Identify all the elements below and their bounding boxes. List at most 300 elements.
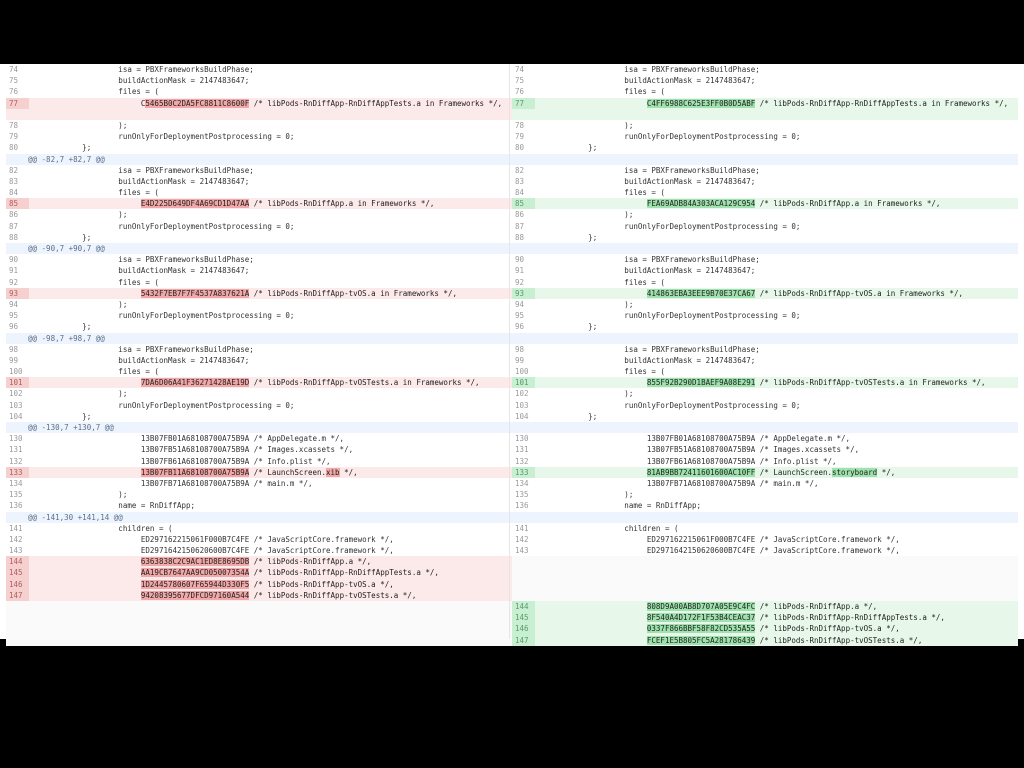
line-number: 144 [512, 601, 535, 612]
diff-line [512, 388, 1018, 399]
code-text [28, 209, 512, 220]
changed-token: 94208395677DFCD97160A544 [140, 590, 250, 600]
line-number: 94 [9, 299, 19, 309]
code-segment: children = ( [534, 523, 679, 533]
diff-line [6, 444, 512, 455]
hunk-header-spacer [512, 154, 1018, 165]
diff-line [6, 366, 512, 377]
code-text [28, 86, 512, 97]
code-text [534, 489, 1018, 500]
code-segment: isa = PBXFrameworksBuildPhase; [534, 65, 760, 74]
diff-line [6, 500, 512, 511]
code-segment: /* libPods-RnDiffApp-tvOSTests.a in Frameworks */, [249, 378, 480, 388]
code-text [28, 321, 512, 332]
right-pane-new [512, 64, 1018, 645]
code-text [28, 400, 512, 411]
code-text [534, 500, 1018, 511]
code-segment: isa = PBXFrameworksBuildPhase; [534, 344, 760, 354]
diff-line [512, 635, 1018, 646]
line-number: 76 [9, 87, 19, 97]
code-text [534, 209, 1018, 220]
line-number: 135 [9, 490, 23, 500]
code-segment: 13B07FB71A68108700A75B9A /* main.m */, [28, 478, 313, 488]
diff-line [512, 545, 1018, 556]
code-segment: ED2971642150620600B7C4FE /* JavaScriptCore.framework */, [28, 546, 394, 556]
changed-token: 6363838C2C9AC1ED8E8695DB [140, 557, 250, 567]
line-number: 93 [6, 288, 29, 299]
code-text [28, 221, 512, 232]
diff-line [6, 75, 512, 86]
code-segment: 13B07FB01A68108700A75B9A /* AppDelegate.m */, [28, 434, 345, 444]
code-segment: name = RnDiffApp; [28, 501, 196, 511]
line-number: 101 [512, 377, 535, 388]
code-segment: runOnlyForDeploymentPostprocessing = 0; [28, 400, 295, 410]
diff-line [6, 221, 512, 232]
diff-line [512, 433, 1018, 444]
code-text [534, 187, 1018, 198]
code-segment: ); [28, 299, 128, 309]
diff-line [6, 567, 512, 578]
changed-token: xib [326, 467, 340, 477]
code-segment [534, 199, 647, 208]
code-segment: buildActionMask = 2147483647; [534, 76, 756, 86]
diff-filler [6, 635, 512, 646]
code-segment: 13B07FB71A68108700A75B9A /* main.m */, [534, 478, 819, 488]
code-segment [534, 636, 647, 645]
diff-line [6, 545, 512, 556]
code-text [534, 299, 1018, 310]
code-text [28, 366, 512, 377]
diff-line [512, 221, 1018, 232]
code-segment: runOnlyForDeploymentPostprocessing = 0; [534, 311, 801, 321]
line-number: 143 [9, 546, 23, 556]
changed-token: 1D2445780607F65944D330F5 [140, 579, 250, 589]
line-number: 98 [9, 344, 19, 354]
code-segment: buildActionMask = 2147483647; [28, 76, 250, 86]
diff-filler [512, 590, 1018, 601]
code-text [28, 433, 512, 444]
line-number: 131 [9, 445, 23, 455]
code-text [28, 377, 512, 388]
line-number: 104 [9, 411, 23, 421]
code-segment: /* libPods-RnDiffApp-tvOS.a in Frameworks */, [755, 288, 963, 298]
changed-token: 855F92B290D1BAEF9A08E291 [646, 378, 756, 388]
line-number: 84 [515, 188, 525, 198]
line-number: 147 [512, 635, 535, 646]
code-text [534, 120, 1018, 131]
code-text [534, 232, 1018, 243]
diff-line [512, 411, 1018, 422]
changed-token: 414863EBA3EEE9B70E37CA67 [646, 288, 756, 298]
code-text [28, 534, 512, 545]
code-segment: /* libPods-RnDiffApp-tvOS.a */, [755, 624, 900, 634]
diff-line [512, 277, 1018, 288]
code-segment: buildActionMask = 2147483647; [28, 176, 250, 186]
line-number: 142 [515, 534, 529, 544]
line-number: 145 [512, 612, 535, 623]
code-segment: isa = PBXFrameworksBuildPhase; [28, 255, 254, 265]
line-number: 74 [9, 65, 19, 74]
line-number: 80 [9, 143, 19, 153]
changed-token: C4FF6988C625E3FF0B0D5ABF [646, 98, 756, 108]
code-segment: ED2971642150620600B7C4FE /* JavaScriptCore.framework */, [534, 546, 900, 556]
code-text [28, 232, 512, 243]
code-segment: 13B07FB51A68108700A75B9A /* Images.xcassets */, [534, 445, 860, 455]
code-segment: buildActionMask = 2147483647; [534, 355, 756, 365]
code-segment: ED297162215061F000B7C4FE /* JavaScriptCore.framework */, [28, 534, 394, 544]
code-text [534, 142, 1018, 153]
line-number: 83 [515, 176, 525, 186]
diff-line [512, 209, 1018, 220]
code-segment: ); [534, 299, 634, 309]
diff-line [512, 623, 1018, 634]
line-number: 93 [512, 288, 535, 299]
line-number: 77 [512, 98, 535, 109]
diff-line [6, 288, 512, 299]
line-number: 92 [9, 277, 19, 287]
diff-line [512, 612, 1018, 623]
line-number: 141 [515, 523, 529, 533]
code-segment: buildActionMask = 2147483647; [28, 355, 250, 365]
line-number: 130 [9, 434, 23, 444]
diff-line [512, 344, 1018, 355]
line-number: 102 [9, 389, 23, 399]
diff-line [6, 310, 512, 321]
line-number: 82 [515, 165, 525, 175]
line-number: 100 [515, 367, 529, 377]
diff-line [512, 366, 1018, 377]
code-segment: files = ( [534, 277, 665, 287]
diff-filler [512, 579, 1018, 590]
code-text [28, 500, 512, 511]
code-segment [28, 568, 141, 577]
diff-line [6, 321, 512, 332]
code-segment: isa = PBXFrameworksBuildPhase; [28, 165, 254, 175]
diff-line [6, 142, 512, 153]
code-text [534, 310, 1018, 321]
line-number: 99 [9, 355, 19, 365]
code-text [28, 523, 512, 534]
diff-line [512, 355, 1018, 366]
line-number: 133 [6, 467, 29, 478]
code-text [534, 277, 1018, 288]
diff-line [512, 131, 1018, 142]
line-number: 75 [515, 76, 525, 86]
changed-token: 8F540A4D172F1F53B4CEAC37 [646, 613, 756, 623]
line-number: 96 [515, 322, 525, 332]
line-number: 85 [6, 198, 29, 209]
diff-line [6, 232, 512, 243]
code-segment: buildActionMask = 2147483647; [534, 266, 756, 276]
code-segment: ); [534, 210, 634, 220]
code-text [28, 187, 512, 198]
line-number: 90 [9, 255, 19, 265]
diff-line [512, 98, 1018, 120]
code-segment: 13B07FB51A68108700A75B9A /* Images.xcassets */, [28, 445, 354, 455]
code-segment: }; [534, 322, 598, 332]
diff-line [6, 209, 512, 220]
line-number: 91 [9, 266, 19, 276]
diff-line [512, 265, 1018, 276]
line-number: 142 [9, 534, 23, 544]
code-segment: name = RnDiffApp; [534, 501, 702, 511]
diff-line [512, 523, 1018, 534]
line-number: 78 [9, 120, 19, 130]
line-number: 95 [9, 311, 19, 321]
line-number: 77 [6, 98, 29, 109]
diff-filler [512, 567, 1018, 578]
diff-line [6, 411, 512, 422]
changed-token: 5432F7EB7F7F4537A837621A [140, 288, 250, 298]
code-segment [28, 591, 141, 600]
code-segment: /* LaunchScreen. [249, 467, 327, 477]
changed-token: 0337F866BBF58F82CD535A55 [646, 624, 756, 634]
line-number: 146 [6, 579, 29, 590]
code-segment: ); [28, 389, 128, 399]
code-segment: }; [28, 411, 92, 421]
code-text [534, 411, 1018, 422]
hunk-header [6, 512, 512, 523]
code-segment: runOnlyForDeploymentPostprocessing = 0; [28, 311, 295, 321]
code-segment: /* LaunchScreen. [755, 467, 833, 477]
split-diff-view [0, 64, 1024, 645]
code-segment: files = ( [28, 277, 159, 287]
code-text [28, 478, 512, 489]
code-text [28, 579, 512, 590]
code-segment: */, [339, 467, 358, 477]
line-number: 132 [515, 456, 529, 466]
line-number: 86 [515, 210, 525, 220]
diff-line [512, 478, 1018, 489]
line-number: 83 [9, 176, 19, 186]
changed-token: storyboard [832, 467, 878, 477]
line-number: 92 [515, 277, 525, 287]
diff-line [6, 344, 512, 355]
line-number: 143 [515, 546, 529, 556]
code-segment [534, 468, 647, 477]
code-text [534, 545, 1018, 556]
code-segment: ); [28, 120, 128, 130]
diff-line [512, 534, 1018, 545]
code-segment: */, [877, 467, 896, 477]
line-number: 101 [6, 377, 29, 388]
code-text [534, 366, 1018, 377]
code-text [28, 411, 512, 422]
code-text [534, 355, 1018, 366]
diff-line [512, 187, 1018, 198]
code-segment: isa = PBXFrameworksBuildPhase; [534, 255, 760, 265]
line-number: 84 [9, 188, 19, 198]
line-number: 132 [9, 456, 23, 466]
code-segment: files = ( [534, 188, 665, 198]
hunk-header [6, 333, 512, 344]
diff-line [6, 456, 512, 467]
code-segment: /* libPods-RnDiffApp-tvOSTests.a */, [249, 590, 417, 600]
diff-line [512, 467, 1018, 478]
line-number: 131 [515, 445, 529, 455]
code-segment [534, 289, 647, 298]
diff-filler [6, 623, 512, 634]
code-text [28, 444, 512, 455]
changed-token: 808D9A00AB8D707A05E9C4FC [646, 602, 756, 612]
line-number: 87 [9, 221, 19, 231]
code-segment [534, 99, 647, 108]
code-text [534, 377, 1018, 388]
diff-line [512, 489, 1018, 500]
changed-token: 13B07FB11A68108700A75B9A [140, 467, 250, 477]
left-pane-old [6, 64, 512, 639]
diff-line [6, 579, 512, 590]
diff-line [6, 355, 512, 366]
line-number: 98 [515, 344, 525, 354]
code-text [534, 456, 1018, 467]
code-text [534, 601, 1018, 612]
diff-line [6, 165, 512, 176]
code-segment [534, 613, 647, 622]
code-segment: ); [28, 210, 128, 220]
code-text [28, 120, 512, 131]
hunk-header [6, 243, 512, 254]
code-text [534, 288, 1018, 299]
line-number: 86 [9, 210, 19, 220]
line-number: 95 [515, 311, 525, 321]
line-number: 136 [515, 501, 529, 511]
line-number: 88 [515, 232, 525, 242]
changed-token: E4D225D649DF4A69CD1D47AA [140, 199, 250, 209]
code-segment: runOnlyForDeploymentPostprocessing = 0; [28, 221, 295, 231]
code-text [534, 165, 1018, 176]
diff-line [512, 64, 1018, 75]
code-text [28, 64, 512, 75]
code-text [28, 489, 512, 500]
hunk-header-spacer [512, 333, 1018, 344]
diff-line [512, 500, 1018, 511]
diff-line [6, 254, 512, 265]
code-segment: }; [28, 143, 92, 153]
code-text [534, 198, 1018, 209]
line-number: 99 [515, 355, 525, 365]
code-segment: buildActionMask = 2147483647; [28, 266, 250, 276]
line-number: 134 [9, 478, 23, 488]
code-segment: /* libPods-RnDiffApp.a */, [755, 602, 878, 612]
diff-line [6, 86, 512, 97]
line-number: 80 [515, 143, 525, 153]
diff-line [6, 120, 512, 131]
code-text [534, 400, 1018, 411]
diff-line [512, 444, 1018, 455]
code-text [534, 344, 1018, 355]
code-segment: ); [534, 120, 634, 130]
code-segment: children = ( [28, 523, 173, 533]
diff-line [6, 265, 512, 276]
changed-token: 5465B0C2DA5FC8811C8600F [145, 98, 250, 108]
code-segment: files = ( [28, 87, 159, 97]
code-segment [28, 468, 141, 477]
code-text [28, 288, 512, 299]
code-segment: isa = PBXFrameworksBuildPhase; [28, 344, 254, 354]
code-text [534, 433, 1018, 444]
diff-line [6, 556, 512, 567]
line-number: 141 [9, 523, 23, 533]
diff-line [512, 86, 1018, 97]
code-text [28, 299, 512, 310]
line-number: 102 [515, 389, 529, 399]
code-text [28, 131, 512, 142]
diff-line [512, 299, 1018, 310]
code-segment [28, 289, 141, 298]
code-text [534, 444, 1018, 455]
code-segment: runOnlyForDeploymentPostprocessing = 0; [534, 221, 801, 231]
code-text [534, 98, 1018, 109]
code-text [28, 277, 512, 288]
code-text [28, 142, 512, 153]
code-text [28, 355, 512, 366]
diff-line [512, 254, 1018, 265]
diff-line [6, 98, 512, 120]
code-segment [28, 199, 141, 208]
line-number: 146 [512, 623, 535, 634]
code-segment [28, 378, 141, 387]
code-text [534, 612, 1018, 623]
code-text [534, 221, 1018, 232]
line-number: 96 [9, 322, 19, 332]
diff-line [512, 142, 1018, 153]
diff-line [512, 198, 1018, 209]
code-text [28, 344, 512, 355]
code-segment: /* libPods-RnDiffApp-tvOS.a */, [249, 579, 394, 589]
diff-line [512, 377, 1018, 388]
diff-line [6, 433, 512, 444]
line-number: 136 [9, 501, 23, 511]
diff-line [6, 534, 512, 545]
diff-line [512, 232, 1018, 243]
line-number: 88 [9, 232, 19, 242]
line-number: 133 [512, 467, 535, 478]
diff-line [6, 590, 512, 601]
line-number: 90 [515, 255, 525, 265]
diff-line [6, 64, 512, 75]
code-segment: /* libPods-RnDiffApp-RnDiffAppTests.a in Frameworks */, [755, 98, 1009, 108]
code-text [28, 590, 512, 601]
code-segment: /* libPods-RnDiffApp-tvOSTests.a */, [755, 635, 923, 645]
line-number: 147 [6, 590, 29, 601]
line-number: 104 [515, 411, 529, 421]
code-text [534, 254, 1018, 265]
pane-divider [509, 64, 510, 639]
code-segment [534, 624, 647, 633]
diff-filler [6, 601, 512, 612]
code-text [28, 198, 512, 209]
line-number: 78 [515, 120, 525, 130]
diff-line [6, 131, 512, 142]
line-number: 82 [9, 165, 19, 175]
line-number: 74 [515, 65, 525, 74]
diff-line [6, 478, 512, 489]
code-text [28, 545, 512, 556]
hunk-header-text: @@ -130,7 +130,7 @@ [28, 423, 114, 433]
code-text [534, 131, 1018, 142]
diff-line [512, 75, 1018, 86]
hunk-header [6, 154, 512, 165]
code-segment: 13B07FB61A68108700A75B9A /* Info.plist */, [28, 456, 331, 466]
code-text [534, 623, 1018, 634]
code-segment: /* libPods-RnDiffApp.a in Frameworks */, [755, 199, 941, 209]
code-segment: }; [28, 232, 92, 242]
code-segment: }; [534, 143, 598, 153]
diff-line [6, 400, 512, 411]
line-number: 100 [9, 367, 23, 377]
diff-line [6, 187, 512, 198]
